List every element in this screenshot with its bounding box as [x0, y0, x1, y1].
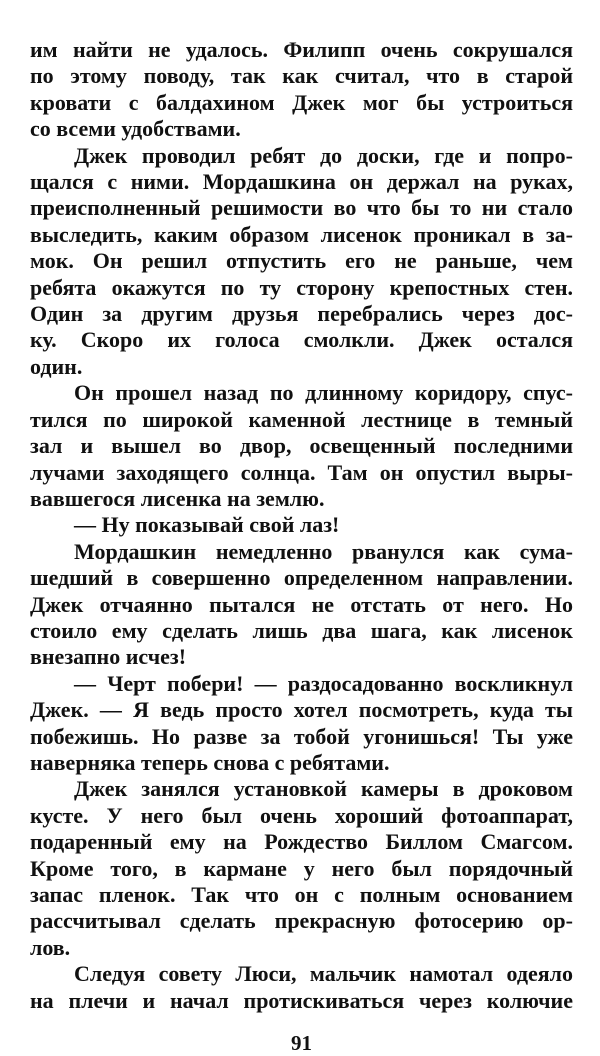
- text-line: Джек отчаянно пытался не отстать от него. Но: [30, 591, 573, 617]
- text-line: внезапно исчез!: [30, 644, 187, 670]
- text-line: наверняка теперь снова с ребятами.: [30, 749, 390, 775]
- page-number: 91: [291, 1031, 312, 1056]
- text-line: Он прошел назад по длинному коридору, спус-: [74, 380, 573, 406]
- paragraph: [30, 539, 573, 671]
- text-line: тился по широкой каменной лестнице в темный: [30, 406, 573, 432]
- text-line: Джек занялся установкой камеры в дроковом: [74, 776, 573, 802]
- paragraph: [30, 37, 573, 143]
- text-line: им найти не удалось. Филипп очень сокрушался: [30, 37, 573, 62]
- text-line: лов.: [30, 934, 71, 960]
- text-line: ку. Скоро их голоса смолкли. Джек остался: [30, 327, 573, 353]
- text-line: Джек. — Я ведь просто хотел посмотреть, куда ты: [30, 697, 573, 723]
- text-line: рассчитывал сделать прекрасную фотосерию ор-: [30, 908, 573, 934]
- paragraph: [30, 512, 573, 538]
- text-line: шедший в совершенно определенном направлении.: [30, 565, 573, 591]
- text-line: ребята окажутся по ту сторону крепостных стен.: [30, 274, 573, 300]
- text-line: побежишь. Но разве за тобой угонишься! Ты уже: [30, 723, 573, 749]
- text-line: Один за другим друзья перебрались через дос-: [30, 301, 573, 327]
- text-line: кровати с балдахином Джек мог бы устроиться: [30, 89, 573, 115]
- paragraph: [30, 961, 573, 1014]
- text-line: выследить, каким образом лисенок проникал в за-: [30, 221, 573, 247]
- text-line: Мордашкин немедленно рванулся как сума-: [74, 538, 573, 564]
- text-line: вавшегося лисенка на землю.: [30, 485, 325, 511]
- text-line: щался с ними. Мордашкина он держал на руках,: [30, 169, 573, 195]
- text-line: стоило ему сделать лишь два шага, как лисенок: [30, 617, 573, 643]
- text-line: Джек проводил ребят до доски, где и попро-: [74, 142, 573, 168]
- text-line: подаренный ему на Рождество Биллом Смагсом.: [30, 829, 573, 855]
- paragraph: [30, 380, 573, 512]
- text-line: зал и вышел во двор, освещенный последними: [30, 433, 573, 459]
- text-line: Следуя совету Люси, мальчик намотал одеяло: [74, 961, 573, 987]
- text-line: по этому поводу, так как считал, что в старой: [30, 63, 573, 89]
- book-page-text: [30, 37, 573, 1014]
- text-line: на плечи и начал протискиваться через колючие: [30, 987, 573, 1013]
- text-line: запас пленок. Так что он с полным основанием: [30, 882, 573, 907]
- text-line: — Черт побери! — раздосадованно воскликнул: [74, 670, 573, 696]
- text-line: преисполненный решимости во что бы то ни стало: [30, 195, 573, 221]
- text-line: мок. Он решил отпустить его не раньше, чем: [30, 248, 573, 274]
- text-line: лучами заходящего солнца. Там он опустил выры-: [30, 459, 573, 485]
- text-line: один.: [30, 353, 83, 379]
- text-line: кусте. У него был очень хороший фотоаппарат,: [30, 802, 573, 828]
- text-line: со всеми удобствами.: [30, 116, 241, 142]
- paragraph: [30, 143, 573, 381]
- text-line: — Ну показывай свой лаз!: [74, 512, 340, 538]
- text-line: Кроме того, в кармане у него был порядочный: [30, 855, 573, 881]
- paragraph: [30, 776, 573, 961]
- paragraph: [30, 671, 573, 777]
